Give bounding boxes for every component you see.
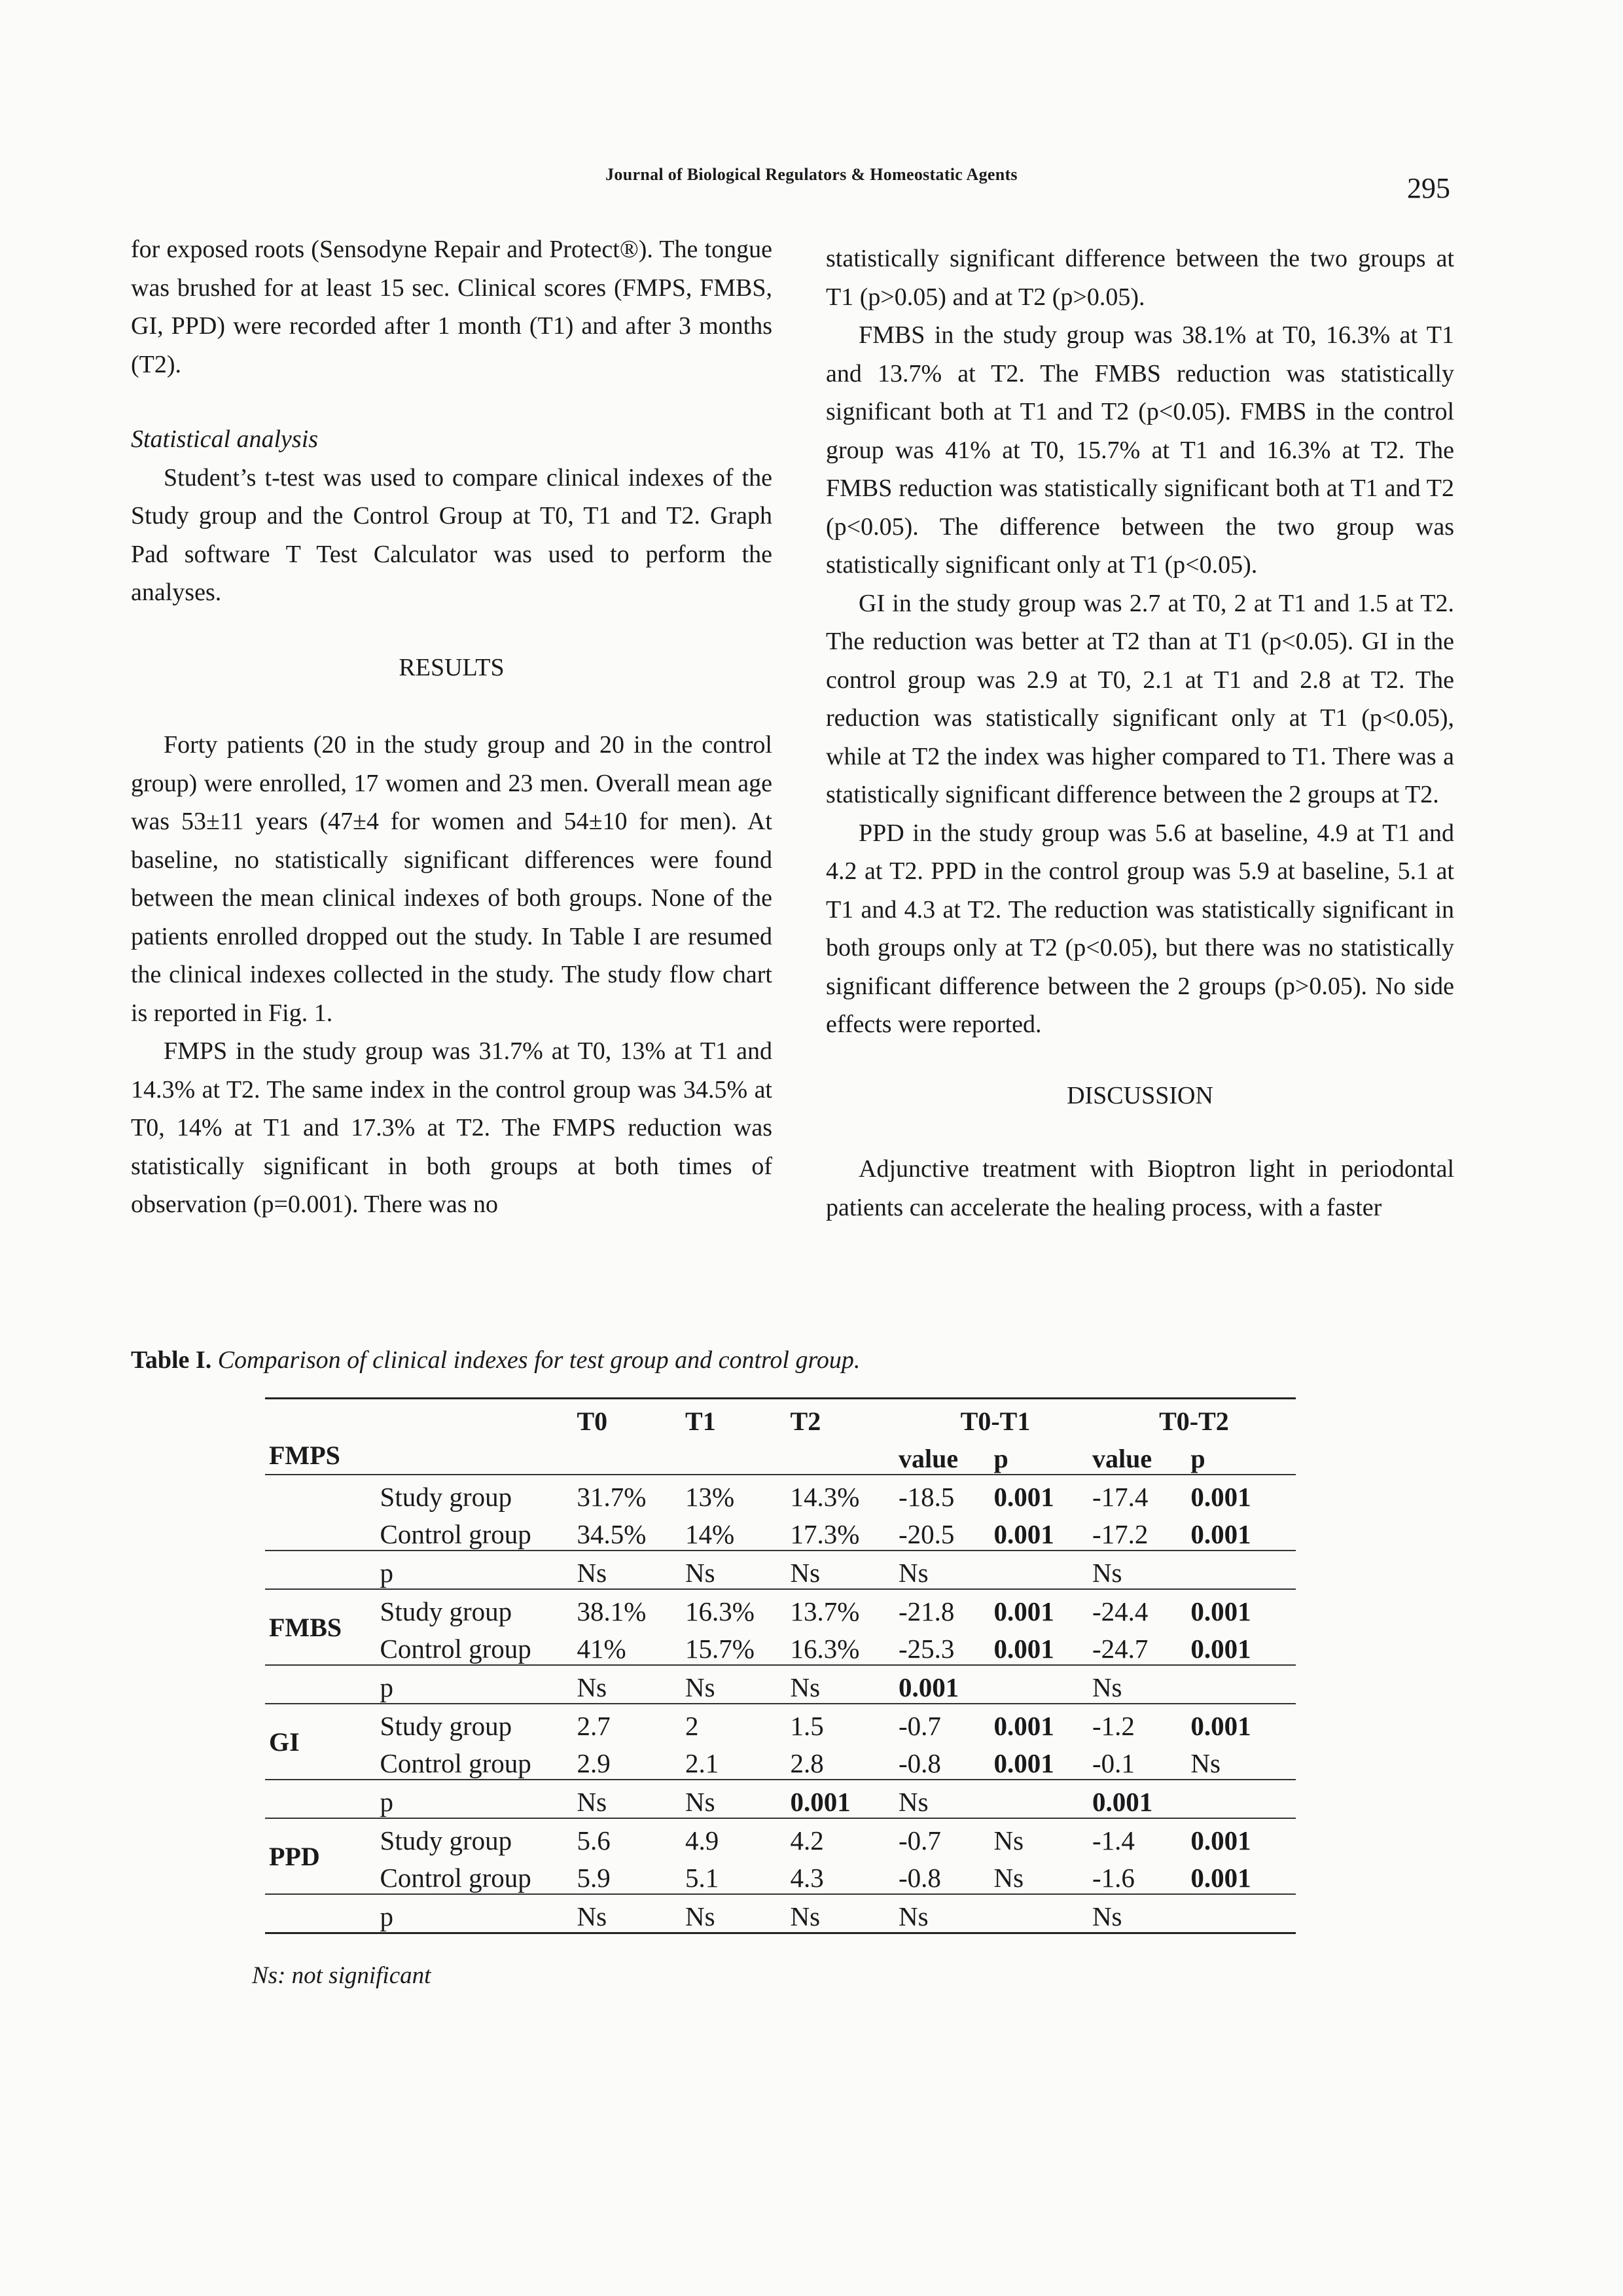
cell-p-t0t1: 0.001	[993, 1634, 1054, 1664]
table-row-p	[265, 1665, 1296, 1704]
cell-t0: Ns	[577, 1551, 686, 1589]
row-label: Study group	[380, 1704, 577, 1742]
cell-t2: 1.5	[791, 1704, 899, 1742]
cell-t1: 15.7%	[685, 1634, 755, 1664]
group-label-fmbs: FMBS	[265, 1589, 380, 1665]
cell-value-t0t2: -1.4	[1092, 1818, 1190, 1856]
cell-p-t0t1: 0.001	[993, 1519, 1054, 1549]
cell-p-t0t2: 0.001	[1190, 1818, 1296, 1856]
table-footnote: Ns: not significant	[252, 1962, 431, 1989]
table-row	[265, 1627, 1296, 1665]
paragraph-stats: Student’s t-test was used to compare clinical indexes of the Study group and the Control Group at T0, T1 and T2. Graph Pad software T Test Calculator was used to perform the analyses.	[131, 463, 772, 606]
header-value-1: value	[899, 1444, 959, 1473]
row-label: Control group	[380, 1634, 531, 1664]
cell-value-t0t1: -25.3	[899, 1634, 955, 1664]
cell-value-t0t2: -24.4	[1092, 1589, 1190, 1627]
paragraph-results: Forty patients (20 in the study group and 20 in the control group) were enrolled, 17 women and 23 men. Overall mean age was 53±11 years (47±4 for women and 54±10 for men). At baseline, no statistically significant differences were found between the mean clinical indexes of both groups. None of the patients enrolled dropped out the study. In Table I are resumed the clinical indexes collected in the study. The study flow chart is reported in Fig. 1.	[131, 731, 772, 1027]
left-column	[131, 230, 772, 1224]
header-t2: T2	[791, 1399, 899, 1437]
table-label: Table I.	[131, 1346, 212, 1374]
cell-t1: 5.1	[685, 1863, 719, 1893]
table-row-p	[265, 1894, 1296, 1933]
table-row	[265, 1856, 1296, 1894]
row-label: Control group	[380, 1519, 531, 1549]
table-i	[265, 1397, 1296, 1934]
paragraph-ppd: PPD in the study group was 5.6 at baseline, 4.9 at T1 and 4.2 at T2. PPD in the control group was 5.9 at baseline, 5.1 at T1 and 4.3 at T2. The reduction was statistically significant in both groups only at T2 (p<0.05), but there was no statistically significant difference between the 2 groups (p>0.05). No side effects were reported.	[826, 819, 1454, 1038]
cell-t2: Ns	[791, 1551, 899, 1589]
paragraph-gi: GI in the study group was 2.7 at T0, 2 at T1 and 1.5 at T2. The reduction was better at T2 than at T1 (p<0.05). GI in the control group was 2.9 at T0, 2.1 at T1 and 2.8 at T2. The reduction was statistically significant only at T1 (p<0.05), while at T2 the index was higher compared to T1. There was a statistically significant difference between the 2 groups at T2.	[826, 589, 1454, 808]
row-label: p	[380, 1665, 577, 1704]
discussion-heading: DISCUSSION	[1067, 1081, 1213, 1109]
cell-t2: 14.3%	[791, 1475, 899, 1513]
header-t0: T0	[577, 1399, 686, 1437]
cell-t2: 0.001	[791, 1780, 899, 1818]
cell-t1: 14%	[685, 1519, 735, 1549]
cell-t2: Ns	[791, 1894, 899, 1933]
cell-t1: Ns	[685, 1665, 791, 1704]
header-t0-t1: T0-T1	[899, 1399, 1092, 1437]
table-caption	[131, 1346, 860, 1374]
group-label-fmps: FMPS	[269, 1441, 340, 1470]
cell-p-t0t2: 0.001	[1190, 1475, 1296, 1513]
cell-t0: 38.1%	[577, 1589, 686, 1627]
cell-value-t0t1: -21.8	[899, 1589, 993, 1627]
table-header-row-1	[265, 1399, 1296, 1437]
cell-p-t0t2: 0.001	[1190, 1634, 1251, 1664]
cell-value-t0t2: Ns	[1092, 1551, 1190, 1589]
cell-t1: 16.3%	[685, 1589, 791, 1627]
cell-value-t0t1: Ns	[899, 1894, 993, 1933]
cell-p-t0t2: 0.001	[1190, 1519, 1251, 1549]
cell-t0: Ns	[577, 1894, 686, 1933]
paragraph-intro: for exposed roots (Sensodyne Repair and Protect®). The tongue was brushed for at least 15 sec. Clinical scores (FMPS, FMBS, GI, PPD) were recorded after 1 month (T1) and after 3 months (T2).	[131, 236, 772, 378]
right-column	[826, 240, 1454, 1227]
cell-p-t0t1: 0.001	[993, 1475, 1092, 1513]
cell-value-t0t2: -24.7	[1092, 1634, 1149, 1664]
cell-t2: 2.8	[790, 1748, 824, 1778]
running-head: Journal of Biological Regulators & Homeostatic Agents	[605, 165, 1018, 184]
table-row	[265, 1704, 1296, 1742]
cell-t1: Ns	[685, 1551, 791, 1589]
cell-value-t0t2: -1.6	[1092, 1863, 1135, 1893]
table-row	[265, 1589, 1296, 1627]
table-caption-text: Comparison of clinical indexes for test group and control group.	[217, 1346, 861, 1374]
cell-t1: Ns	[685, 1780, 791, 1818]
row-label: Study group	[380, 1818, 577, 1856]
cell-t1: 2	[685, 1704, 791, 1742]
cell-value-t0t2: -17.2	[1092, 1519, 1149, 1549]
cell-t0: Ns	[577, 1665, 686, 1704]
cell-value-t0t1: Ns	[899, 1780, 993, 1818]
header-p-1: p	[993, 1444, 1008, 1473]
paragraph-fmbs: FMBS in the study group was 38.1% at T0, 16.3% at T1 and 13.7% at T2. The FMBS reduction was statistically significant both at T1 and T2 (p<0.05). FMBS in the control group was 41% at T0, 15.7% at T1 and 16.3% at T2. The FMBS reduction was statistically significant both at T1 and T2 (p<0.05). The difference between the two group was statistically significant only at T1 (p<0.05).	[826, 321, 1454, 579]
table-row	[265, 1742, 1296, 1780]
cell-t0: 34.5%	[577, 1519, 647, 1549]
cell-p-t0t2: 0.001	[1190, 1704, 1296, 1742]
cell-t0: 41%	[577, 1634, 626, 1664]
cell-value-t0t1: -0.8	[899, 1748, 941, 1778]
cell-value-t0t2: -1.2	[1092, 1704, 1190, 1742]
header-value-2: value	[1092, 1444, 1152, 1473]
cell-t1: 13%	[685, 1475, 791, 1513]
cell-value-t0t2: 0.001	[1092, 1780, 1190, 1818]
cell-t1: Ns	[685, 1894, 791, 1933]
cell-t2: Ns	[791, 1665, 899, 1704]
cell-value-t0t2: Ns	[1092, 1894, 1190, 1933]
paragraph-fmps: FMPS in the study group was 31.7% at T0, 13% at T1 and 14.3% at T2. The same index in the control group was 34.5% at T0, 14% at T1 and 17.3% at T2. The FMPS reduction was statistically significant in both groups at both times of observation (p=0.001). There was no	[131, 1037, 772, 1218]
statistical-analysis-heading: Statistical analysis	[131, 425, 319, 453]
cell-t0: 5.9	[577, 1863, 611, 1893]
paragraph-discussion: Adjunctive treatment with Bioptron light in periodontal patients can accelerate the healing process, with a faster	[826, 1155, 1454, 1221]
cell-p-t0t2: Ns	[1190, 1748, 1221, 1778]
cell-p-t0t2: 0.001	[1190, 1589, 1296, 1627]
page-number: 295	[1407, 172, 1450, 204]
clinical-indexes-table	[265, 1397, 1296, 1934]
cell-t0: 5.6	[577, 1818, 686, 1856]
cell-t0: Ns	[577, 1780, 686, 1818]
row-label: Study group	[380, 1589, 577, 1627]
cell-t2: 16.3%	[790, 1634, 860, 1664]
cell-value-t0t2: Ns	[1092, 1665, 1190, 1704]
cell-value-t0t1: -0.7	[899, 1818, 993, 1856]
cell-t2: 13.7%	[791, 1589, 899, 1627]
cell-value-t0t1: -0.8	[899, 1863, 941, 1893]
cell-p-t0t1: 0.001	[993, 1748, 1054, 1778]
cell-t2: 17.3%	[790, 1519, 860, 1549]
table-row	[265, 1513, 1296, 1551]
table-header-row-2	[265, 1437, 1296, 1475]
row-label: p	[380, 1894, 577, 1933]
cell-value-t0t1: -0.7	[899, 1704, 993, 1742]
row-label: p	[380, 1551, 577, 1589]
cell-p-t0t1: 0.001	[993, 1589, 1092, 1627]
table-row	[265, 1818, 1296, 1856]
table-row-p	[265, 1780, 1296, 1818]
cell-value-t0t2: -0.1	[1092, 1748, 1135, 1778]
group-label-gi: GI	[265, 1704, 380, 1780]
cell-p-t0t1: 0.001	[993, 1704, 1092, 1742]
header-t1: T1	[685, 1399, 791, 1437]
row-label: p	[380, 1780, 577, 1818]
cell-p-t0t2: 0.001	[1190, 1863, 1251, 1893]
table-row-p	[265, 1551, 1296, 1589]
table-row	[265, 1475, 1296, 1513]
header-p-2: p	[1190, 1444, 1205, 1473]
group-label-ppd: PPD	[265, 1818, 380, 1894]
row-label: Study group	[380, 1475, 577, 1513]
cell-t1: 2.1	[685, 1748, 719, 1778]
cell-t1: 4.9	[685, 1818, 791, 1856]
results-heading: RESULTS	[399, 653, 505, 681]
paragraph-continuation: statistically significant difference between the two groups at T1 (p>0.05) and at T2 (p>0.05).	[826, 245, 1454, 311]
cell-value-t0t1: Ns	[899, 1551, 993, 1589]
cell-p-t0t1: Ns	[993, 1863, 1024, 1893]
cell-value-t0t2: -17.4	[1092, 1475, 1190, 1513]
cell-p-t0t1: Ns	[993, 1818, 1092, 1856]
cell-value-t0t1: -20.5	[899, 1519, 955, 1549]
row-label: Control group	[380, 1863, 531, 1893]
cell-value-t0t1: 0.001	[899, 1665, 993, 1704]
row-label: Control group	[380, 1748, 531, 1778]
cell-t2: 4.3	[790, 1863, 824, 1893]
header-t0-t2: T0-T2	[1092, 1399, 1296, 1437]
cell-value-t0t1: -18.5	[899, 1475, 993, 1513]
cell-t0: 31.7%	[577, 1475, 686, 1513]
cell-t0: 2.7	[577, 1704, 686, 1742]
cell-t0: 2.9	[577, 1748, 611, 1778]
cell-t2: 4.2	[791, 1818, 899, 1856]
